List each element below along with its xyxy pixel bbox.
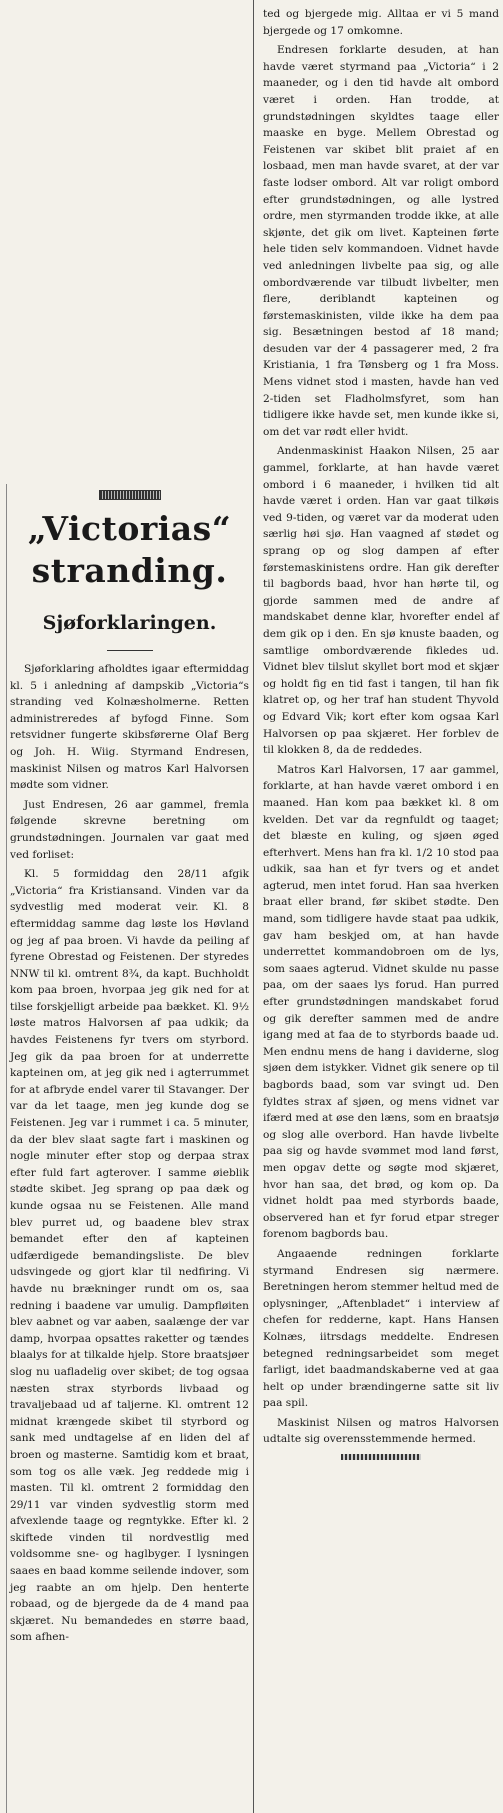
- ornament-divider: [99, 490, 161, 500]
- headline-rule: [107, 650, 153, 651]
- paragraph: Just Endresen, 26 aar gammel, fremla følgende skrevne beretning om grundstødningen. Journalen var gaat med ved forliset:: [10, 798, 249, 861]
- paragraph: Matros Karl Halvorsen, 17 aar gammel, forklarte, at han havde været ombord i en maaned. Han kom paa bækket kl. 8 om kvelden. Det var da regnfuldt og taaget; det blæste en kuling, og sjøen øged efterhvert. Mens han fra kl. 1/2 10 stod paa udkik, saa han et fyr tvers og et andet agterud, men intet forud. Han saa hverken braat eller brand, før skibet stødte. Den mand, som tidligere havde staat paa udkik, gav ham beskjed om, at han havde underrettet kommandobroen om de lys, som saaes agterud. Vidnet skulde nu passe paa, om der saaes lys forud. Han purred efter grundstødningen mandskabet forud og gik derefter sammen med de andre igang med at faa de to styrbords baade ud. Men endnu mens de hang i daviderne, slog sjøen dem istykker. Vidnet gik senere op til bagbords baad, som var svingt ud. Den fyldtes strax af sjøen, og mens vidnet var ifærd med at øse den læns, som en braatsjø og slog alle overbord. Han havde livbelte paa sig og havde svømmet mod land først, men opgav dette og søgte mod skjæret, hvor han saa, det brød, og kom op. Da vidnet holdt paa med styrbords baade, observered han et fyr forud etpar streger forenom bagbords bau.: [263, 763, 499, 1241]
- paragraph: ted og bjergede mig. Alltaa er vi 5 mand bjergede og 17 omkomne.: [263, 8, 499, 37]
- paragraph: Andenmaskinist Haakon Nilsen, 25 aar gammel, forklarte, at han havde været ombord i 6 maaneder, i hvilken tid alt havde været i orden. Han var gaat tilkøis ved 9-tiden, og været var da moderat uden særlig høi sjø. Han vaagned af stødet og sprang op og slog dampen af efter førstemaskinistens ordre. Han gik derefter til bagbords baad, hvor han hørte til, og gjorde sammen med de andre af mandskabet denne klar, hvorefter endel af dem gik op i den. En sjø knuste baaden, og samtlige ombordværende fikledes ud. Vidnet blev tilslut skyllet bort mod et skjær og holdt fig en tid fast i tangen, til han fik klatret op, og her traf han student Thyvold og Edvard Vik; kort efter kom ogsaa Karl Halvorsen op paa skjæret. Her forblev de til klokken 8, da de reddedes.: [263, 445, 499, 757]
- end-ornament: [341, 1454, 421, 1460]
- headline-line-2: stranding.: [31, 551, 228, 590]
- paragraph: Kl. 5 formiddag den 28/11 afgik „Victoria“ fra Kristiansand. Vinden var da sydvestlig med moderat veir. Kl. 8 eftermiddag samme dag løste los Høvland og jeg af paa broen. Vi havde da peiling af fyrene Obrestad og Feistenen. Der styredes NNW til kl. omtrent 8¾, da kapt. Buchholdt kom paa broen, hvorpaa jeg gik ned for at tilse forskjelligt arbeide paa bækket. Kl. 9½ løste matros Halvorsen af paa udkik; da havdes Feistenens fyr tvers om styrbord. Jeg gik da paa broen for at underrette kapteinen om, at jeg gik ned i agterrummet for at afbryde endel varer til Stavanger. Der var da let taage, men jeg kunde dog se Feistenen. Jeg var i rummet i ca. 5 minuter, da der blev slaat sagte fart i maskinen og nogle minuter efter stop og derpaa strax efter fuld fart agterover. I samme øieblik stødte skibet. Jeg sprang op paa dæk og kunde ogsaa nu se Feistenen. Alle mand blev purret ud, og baadene blev strax bemandet efter den af kapteinen udfærdigede bemandingsliste. De blev udsvingede og gjort klar til nedfiring. Vi havde nu brækninger rundt om os, saa redning i baadene var umulig. Dampfløiten blev aabnet og var aaben, saalænge der var damp, hvorpaa opsattes raketter og tændes blaalys for at tilkalde hjelp. Store braatsjøer slog nu uafladelig over skibet; de tog ogsaa næsten strax styrbords livbaad og travaljebaad ud af taljerne. Kl. omtrent 12 midnat krængede skibet til styrbord og sank med undtagelse af en liden del af broen og masterne. Samtidig kom et braat, som tog os alle væk. Jeg reddede mig i masten. Til kl. omtrent 2 formiddag den 29/11 var vinden sydvestlig storm med afvexlende taage og regntykke. Efter kl. 2 skiftede vinden til nordvestlig med voldsomme sne- og haglbyger. I lysningen saaes en baad komme seilende indover, som jeg raabte an om hjelp. Den henterte robaad, og de bjergede da de 4 mand paa skjæret. Nu bemandedes en større baad, som afhen-: [10, 868, 249, 1644]
- headline-line-1: „Victorias“: [27, 509, 232, 548]
- paragraph: Endresen forklarte desuden, at han havde været styrmand paa „Victoria“ i 2 maaneder, og i den tid havde alt ombord været i orden. Han trodde, at grundstødningen skyldtes taage eller maaske en byge. Mellem Obrestad og Feistenen var skibet blit praiet af en losbaad, men man havde svaret, at der var faste lodser ombord. Alt var roligt ombord efter grundstødningen, og alle lystred ordre, men styrmanden trodde ikke, at alle skjønte, det gik om livet. Kapteinen førte hele tiden selv kommandoen. Vidnet havde ved anledningen livbelte paa sig, og alle ombordværende var tilbudt livbelter, men flere, deriblandt kapteinen og førstemaskinisten, vilde ikke ha dem paa sig. Besætningen bestod af 18 mand; desuden var der 4 passagerer med, 2 fra Kristiania, 1 fra Tønsberg og 1 fra Moss. Mens vidnet stod i masten, havde han ved 2-tiden set Fladholmsfyret, som han tidligere ikke havde set, men kunde ikke si, om det var rødt eller hvidt.: [263, 44, 499, 438]
- column-divider: [253, 0, 254, 1813]
- subheadline: Sjøforklaringen.: [42, 612, 217, 634]
- left-column: [6, 484, 253, 1813]
- right-column: [257, 0, 503, 1813]
- paragraph: Angaaende redningen forklarte styrmand Endresen sig nærmere. Beretningen herom stemmer heltud med de oplysninger, „Aftenbladet“ i interview af chefen for redderne, kapt. Hans Hansen Kolnæs, iitrsdags meddelte. Endresen betegned redningsarbeidet som meget farligt, idet baadmandskaberne ved at gaa helt op under brændingerne satte sit liv paa spil.: [263, 1247, 499, 1410]
- paragraph: Sjøforklaring afholdtes igaar eftermiddag kl. 5 i anledning af dampskib „Victoria“s stranding ved Kolnæsholmerne. Retten administreredes af byfogd Finne. Som retsvidner fungerte skibsførerne Olaf Berg og Joh. H. Wiig. Styrmand Endresen, maskinist Nilsen og matros Karl Halvorsen mødte som vidner.: [10, 663, 249, 792]
- paragraph: Maskinist Nilsen og matros Halvorsen udtalte sig overensstemmende hermed.: [263, 1416, 499, 1446]
